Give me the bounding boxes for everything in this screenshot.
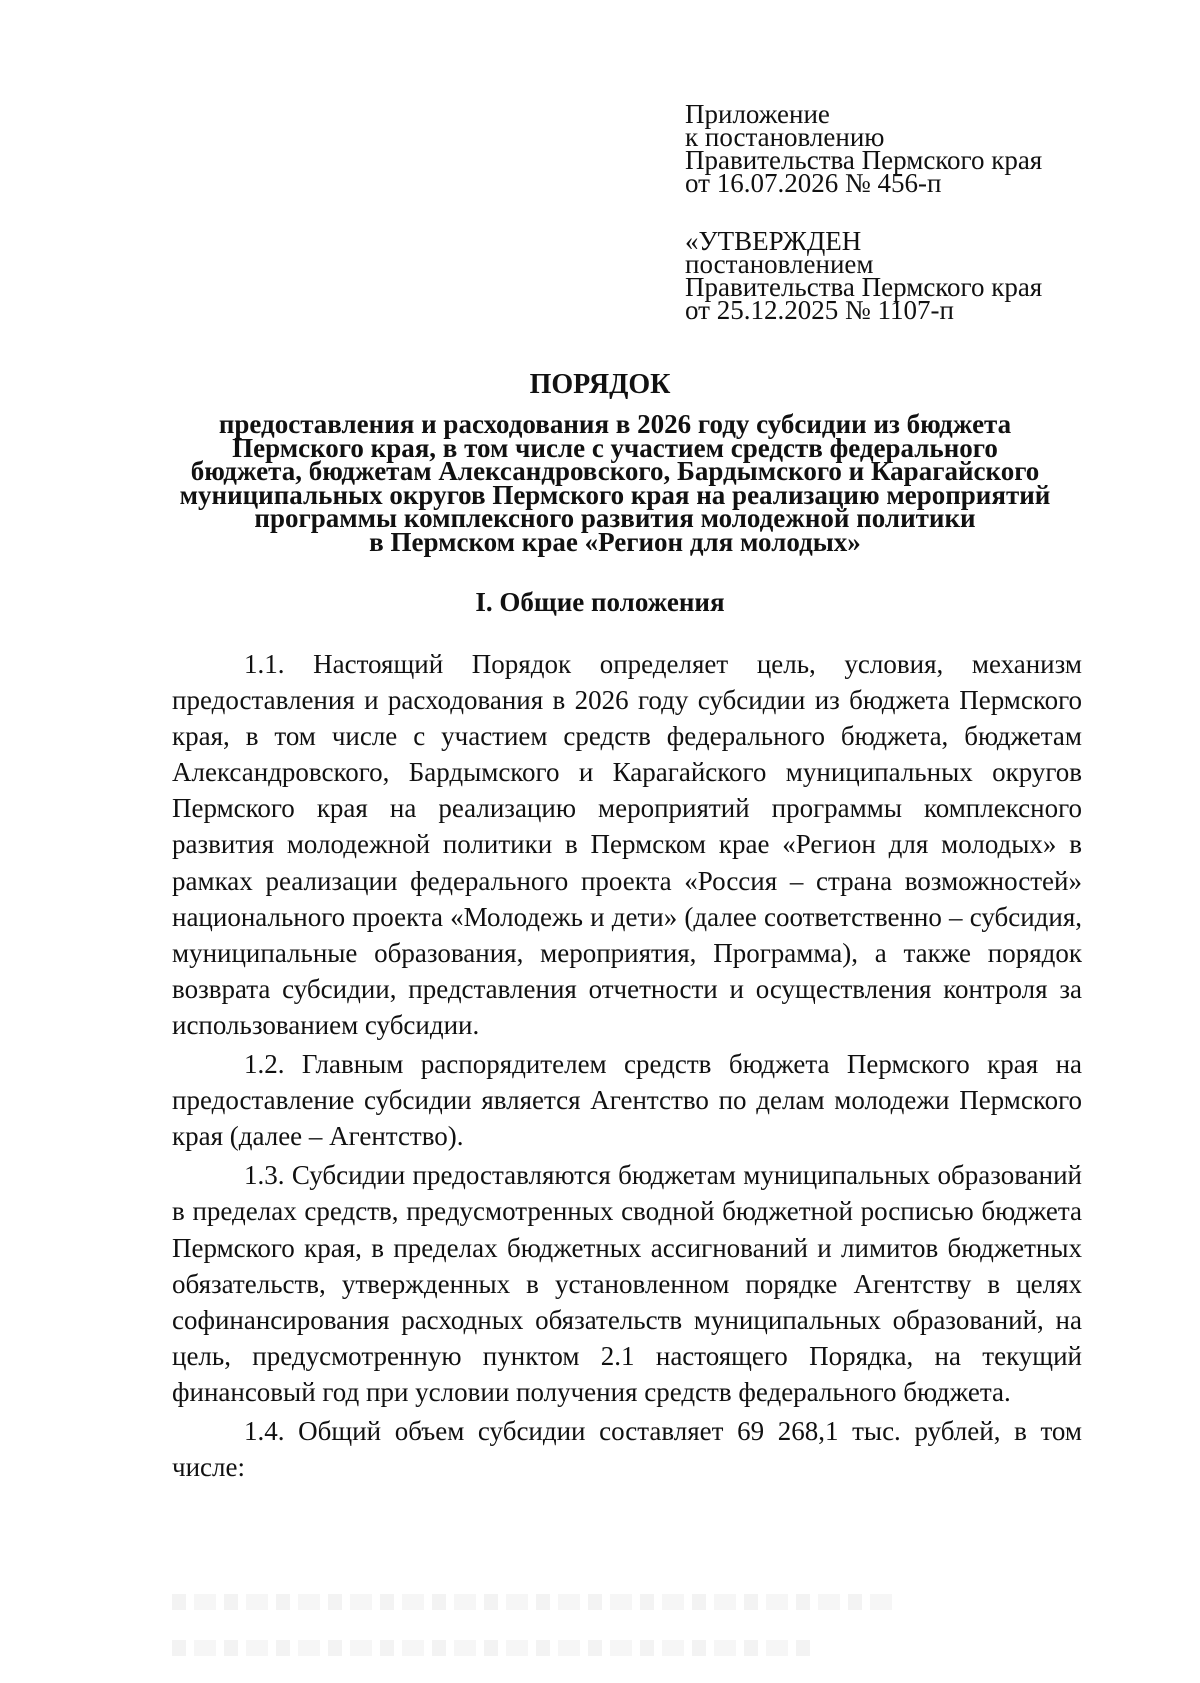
subtitle-line: программы комплексного развития молодежной политики [254, 503, 976, 533]
paragraph-1-2 [172, 1046, 1082, 1154]
appendix-line: к постановлению [685, 122, 885, 152]
subtitle-line: предоставления и расходования в 2026 году субсидии из бюджета [218, 409, 1012, 439]
paragraph-text: 1.4. Общий объем субсидии составляет 69 268,1 тыс. рублей, в том числе: [172, 1415, 1082, 1483]
faded-text-line [172, 1640, 812, 1656]
paragraph-text: 1.1. Настоящий Порядок определяет цель, условия, механизм предоставления и расходования в 2026 году субсидии из бюджета Пермского края, в том числе с участием средств федерального бюджета, бюджетам Александровского, Бардымского и Карагайского муниципальных округов Пермского края на реализацию мероприятий программы комплексного развития молодежной политики в Пермском крае «Регион для молодых» в рамках реализации федерального проекта «Россия – страна возможностей» национального проекта «Молодежь и дети» (далее соответственно – субсидия, муниципальные образования, мероприятия, Программа), а также порядок возврата субсидии, представления отчетности и осуществления контроля за использованием субсидии. [172, 649, 1082, 1040]
paragraph-1-1 [172, 646, 1082, 1043]
appendix-line: Правительства Пермского края [685, 145, 1043, 175]
appendix-block [685, 99, 1043, 198]
subtitle-line: муниципальных округов Пермского края на реализацию мероприятий [179, 479, 1051, 510]
document-body [172, 646, 1082, 1485]
section-heading: I. Общие положения [475, 587, 725, 617]
approved-block [685, 226, 1043, 325]
subtitle-line: Пермского края, в том числе с участием средств федерального [232, 432, 998, 463]
appendix-line: от 16.07.2026 № 456-п [685, 168, 942, 198]
appendix-line: Приложение [685, 99, 830, 129]
subtitle-line: в Пермском крае «Регион для молодых» [369, 526, 861, 557]
paragraph-text: 1.2. Главным распорядителем средств бюджета Пермского края на предоставление субсидии является Агентство по делам молодежи Пермского края (далее – Агентство). [172, 1049, 1082, 1152]
approved-line: «УТВЕРЖДЕН [685, 226, 862, 256]
approved-line: от 25.12.2025 № 1107-п [685, 295, 954, 325]
subtitle-line: бюджета, бюджетам Александровского, Бардымского и Карагайского [190, 456, 1040, 486]
document-subtitle [150, 409, 1080, 557]
faded-text-line [172, 1594, 892, 1610]
paragraph-1-4 [172, 1413, 1082, 1485]
paragraph-text: 1.3. Субсидии предоставляются бюджетам муниципальных образований в пределах средств, предусмотренных сводной бюджетной росписью бюджета Пермского края, в пределах бюджетных ассигнований и лимитов бюджетных обязательств, утвержденных в установленном порядке Агентству в целях софинансирования расходных обязательств муниципальных образований, на цель, предусмотренную пунктом 2.1 настоящего Порядка, на текущий финансовый год при условии получения средств федерального бюджета. [172, 1160, 1082, 1407]
paragraph-1-3 [172, 1157, 1082, 1410]
document-title: ПОРЯДОК [529, 369, 671, 400]
approved-line: Правительства Пермского края [685, 272, 1043, 302]
approved-line: постановлением [685, 249, 874, 279]
